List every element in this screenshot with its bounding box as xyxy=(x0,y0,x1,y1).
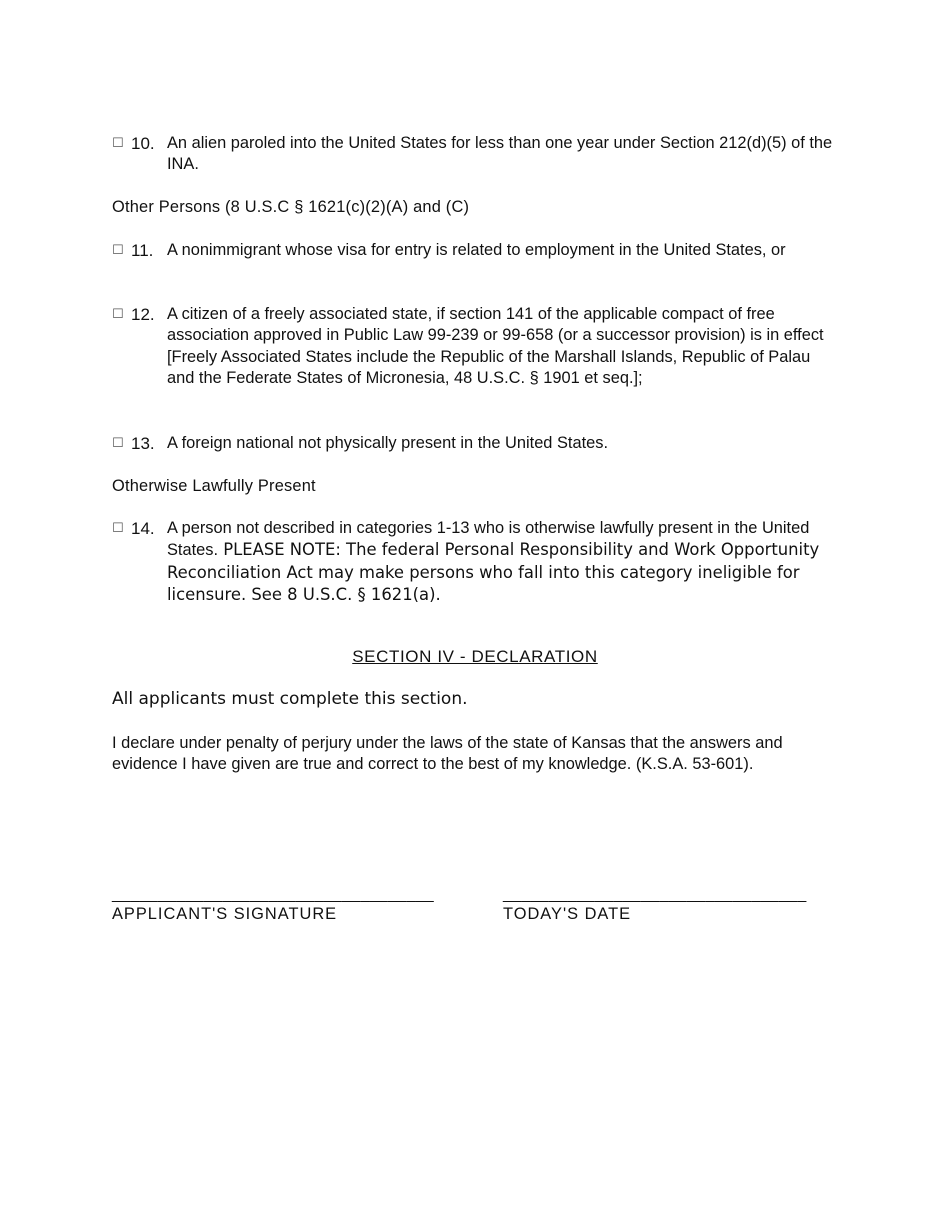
section-title-text: SECTION IV - DECLARATION xyxy=(352,647,598,666)
signature-field[interactable]: ___________________________________ xyxy=(112,886,434,903)
checkbox-10[interactable]: ☐ xyxy=(112,136,124,151)
checkbox-11[interactable]: ☐ xyxy=(112,243,124,258)
heading-other-persons: Other Persons (8 U.S.C § 1621(c)(2)(A) and (C) xyxy=(112,198,470,216)
item-number: 12. xyxy=(131,305,155,324)
declaration-text: I declare under penalty of perjury under the laws of the state of Kansas that the answers and evidence I have given are true and correct to the best of my knowledge. (K.S.A. 53-601). xyxy=(112,734,783,774)
item-text: A citizen of a freely associated state, if section 141 of the applicable compact of free association approved in Public Law 99-239 or 99-658 (or a successor provision) is in effect [Freely Associated States include the Republic of the Marshall Islands, Republic of Palau and the Federate States of Micronesia, 48 U.S.C. § 1901 et seq.]; xyxy=(167,305,824,387)
section-instruction: All applicants must complete this section. xyxy=(112,689,468,709)
list-item-10 xyxy=(112,133,842,176)
item-text-main: A person not described in categories 1-13 who is otherwise lawfully present in the United States. xyxy=(167,519,810,560)
item-text: An alien paroled into the United States for less than one year under Section 212(d)(5) of the INA. xyxy=(167,134,833,174)
item-number: 13. xyxy=(131,434,155,453)
item-number: 11. xyxy=(131,241,154,260)
section-title xyxy=(0,647,950,667)
checkbox-14[interactable]: ☐ xyxy=(112,521,124,536)
list-item-11 xyxy=(112,240,842,261)
date-label: TODAY'S DATE xyxy=(503,905,632,923)
checkbox-12[interactable]: ☐ xyxy=(112,307,124,322)
heading-otherwise-lawful: Otherwise Lawfully Present xyxy=(112,477,316,495)
item-text xyxy=(167,518,842,606)
item-text: A nonimmigrant whose visa for entry is related to employment in the United States, or xyxy=(167,241,786,259)
list-item-12 xyxy=(112,304,842,389)
checkbox-13[interactable]: ☐ xyxy=(112,436,124,451)
list-item-13 xyxy=(112,433,842,454)
item-text: A foreign national not physically present in the United States. xyxy=(167,434,608,452)
item-number: 14. xyxy=(131,519,155,538)
item-note: PLEASE NOTE: The federal Personal Responsibility and Work Opportunity Reconciliation Act may make persons who fall into this category ineligible for licensure. See 8 U.S.C. § 1621(a). xyxy=(167,540,820,604)
date-field[interactable]: _________________________________ xyxy=(503,886,807,903)
signature-label: APPLICANT'S SIGNATURE xyxy=(112,905,338,923)
list-item-14 xyxy=(112,518,842,606)
item-number: 10. xyxy=(131,134,155,153)
